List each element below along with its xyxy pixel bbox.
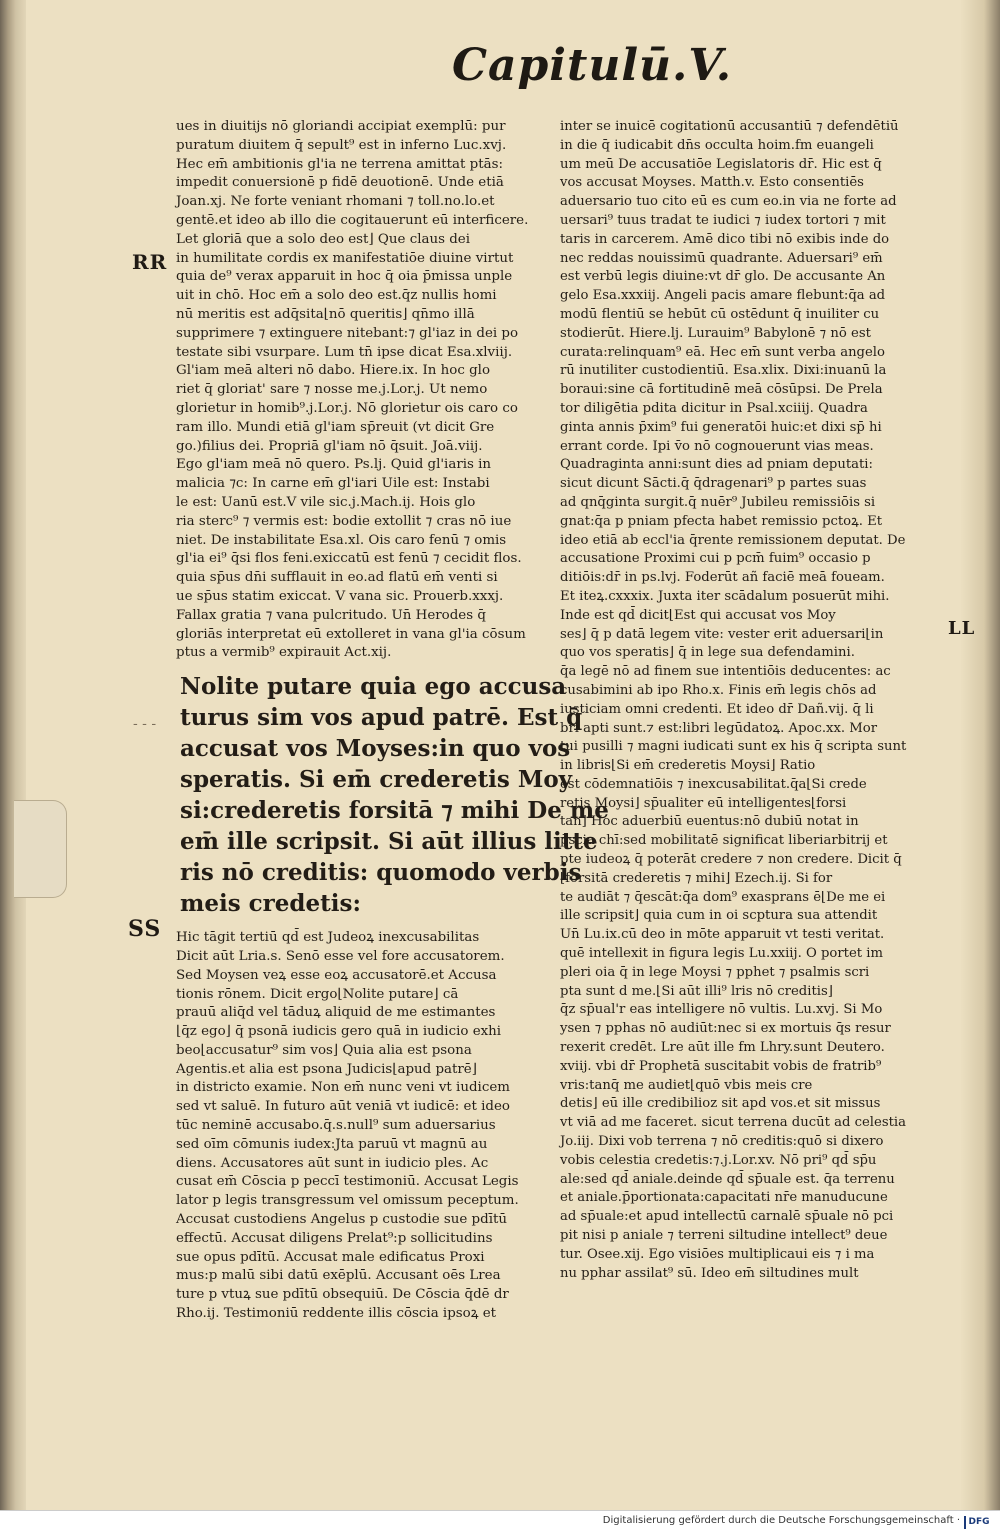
text-line: Let gloriā que a solo deo est⌋ Que claus dei (176, 231, 470, 247)
text-line: pleri oia q̄ in lege Moysi ⁊ pphet ⁊ psalmis scri (560, 964, 870, 980)
text-line: Et iteꝝ.cxxxix. Juxta iter scādalum posuerūt mihi. (560, 588, 890, 604)
text-line: ⌊q̄z ego⌋ q̄ psonā iudicis gero quā in iudicio exhi (176, 1024, 502, 1040)
text-line: tūc neminē accusabo.q̄.s.null⁹ sum aduersarius (176, 1118, 496, 1134)
text-line: quo vos speratis⌋ q̄ in lege sua defendamini. (560, 645, 855, 661)
left-commentary-top (176, 118, 538, 663)
lemma-line: accusat vos Moyses:in quo vos (180, 735, 571, 763)
text-line: bri apti sunt.⁊ est:libri legūdatoꝝ. Apoc.xx. Mor (560, 720, 878, 736)
text-line: tan⌋ Hoc aduerbiū euentus:nō dubiū notat in (560, 814, 859, 830)
text-line: ue sp̄us statim exiccat. V vana sic. Prouerb.xxxj. (176, 588, 504, 604)
text-line: prauū aliq̄d vel tāduꝝ aliquid de me estimantes (176, 1005, 496, 1021)
text-line: nū meritis est adq̄sita⌊nō queritis⌋ qn̄mo illā (176, 306, 475, 322)
text-line: mus:p malū sibi datū exēplū. Accusant oēs Lrea (176, 1268, 501, 1284)
text-line: malicia ⁊c: In carne em̄ gl'iari Uile est: Instabi (176, 476, 490, 492)
text-line: gloriās interpretat eū extolleret in vana gl'ia cōsum (176, 626, 526, 642)
text-line: Ego gl'iam meā nō quero. Ps.lj. Quid gl'iaris in (176, 457, 492, 473)
text-line: q̄a legē nō ad finem sue intentiōis deducentes: ac (560, 664, 891, 680)
gospel-lemma (180, 671, 609, 919)
lemma-line: Nolite putare quia ego accusa (180, 673, 567, 701)
text-line: niet. De instabilitate Esa.xl. Ois caro fenū ⁊ omis (176, 532, 507, 548)
text-line: ditiōis:dr̄ in ps.lvj. Foderūt añ faciē meā foueam. (560, 570, 885, 586)
text-line: aduersario tuo cito eū es cum eo.in via ne forte ad (560, 194, 897, 210)
dfg-logo: DFG (964, 1516, 992, 1529)
text-line: uersari⁹ tuus tradat te iudici ⁊ iudex tortori ⁊ mit (560, 212, 886, 228)
left-column (176, 118, 609, 1324)
text-line: inter se inuicē cogitationū accusantiū ⁊ defendētiū (560, 119, 899, 134)
text-line: cusabimini ab ipo Rho.x. Finis em̄ legis chōs ad (560, 682, 877, 698)
text-line: tionis rōnem. Dicit ergo⌊Nolite putare⌋ cā (176, 986, 459, 1002)
text-line: ram illo. Mundi etiā gl'iam sp̄reuit (vt dicit Gre (176, 419, 495, 435)
text-line: rexerit credēt. Lre aūt ille fm Lhry.sunt Deutero. (560, 1040, 885, 1056)
text-line: tui pusilli ⁊ magni iudicati sunt ex his q̄ scripta sunt (560, 739, 907, 755)
chapter-title: Capitulū.V. (452, 40, 733, 91)
text-line: Rho.ij. Testimoniū reddente illis cōscia ipsoꝝ et (176, 1306, 497, 1322)
text-line: Inde est qd̄ dicit⌊Est qui accusat vos Moy (560, 607, 836, 623)
funding-credit: Digitalisierung gefördert durch die Deutsche Forschungsgemeinschaft · (602, 1515, 960, 1526)
text-line: ale:sed qd̄ aniale.deinde qd̄ sp̄uale est. q̄a terrenu (560, 1171, 895, 1187)
text-line: lator p legis transgressum vel omissum peceptum. (176, 1193, 519, 1209)
text-line: ⌊forsitā crederetis ⁊ mihi⌋ Ezech.ij. Si for (560, 870, 833, 886)
text-line: in libris⌊Si em̄ crederetis Moysi⌋ Ratio (560, 758, 816, 774)
text-line: Accusat custodiens Angelus p custodie sue pdītū (176, 1212, 507, 1228)
page-tab-marker (14, 800, 67, 898)
text-line: detis⌋ eū ille credibilioz sit apd vos.et sit missus (560, 1096, 881, 1112)
text-line: in die q̄ iudicabit dn̄s occulta hoim.fm euangeli (560, 137, 874, 153)
text-line: go.)filius dei. Propriā gl'iam nō q̄suit. Joā.viij. (176, 438, 483, 454)
text-line: accusatione Proximi cui p pcm̄ fuim⁹ occasio p (560, 551, 871, 567)
text-line: et aniale.p̄portionata:capacitati nr̄e manuducune (560, 1190, 888, 1206)
text-line: testate sibi vsurpare. Lum tn̄ ipse dicat Esa.xlviij. (176, 344, 513, 360)
text-line: stodierūt. Hiere.lj. Lurauim⁹ Babylonē ⁊ nō est (560, 325, 871, 341)
text-line: Quadraginta anni:sunt dies ad pniam deputati: (560, 457, 873, 473)
text-line: p̄scia chī:sed mobilitatē significat liberiarbitrij et (560, 833, 888, 849)
lemma-line: si:crederetis forsitā ⁊ mihi De me (180, 797, 609, 825)
right-column (560, 118, 940, 1283)
text-line: cusat em̄ Cōscia p peccī testimoniū. Accusat Legis (176, 1174, 519, 1190)
text-line: nec reddas nouissimū quadrante. Aduersari⁹ em̄ (560, 250, 883, 266)
text-line: ad sp̄uale:et apud intellectū carnalē sp̄uale nō pci (560, 1209, 894, 1225)
text-line: Fallax gratia ⁊ vana pulcritudo. Un̄ Herodes q̄ (176, 607, 486, 623)
text-line: sed vt saluē. In futuro aūt veniā vt iudicē: et ideo (176, 1099, 510, 1115)
digitization-footer (0, 1510, 1000, 1535)
text-line: effectū. Accusat diligens Prelat⁹:p sollicitudins (176, 1230, 493, 1246)
marginal-letters-ss: SS (128, 916, 162, 942)
text-line: quia de⁹ verax apparuit in hoc q̄ oia p̄missa unple (176, 269, 513, 285)
text-line: beo⌊accusatur⁹ sim vos⌋ Quia alia est psona (176, 1042, 472, 1058)
text-line: rū inutiliter custodientiū. Esa.xlix. Dixi:inuanū la (560, 363, 887, 379)
text-line: xviij. vbi dr̄ Prophetā suscitabit vobis de fratrib⁹ (560, 1058, 882, 1074)
text-line: tur. Osee.xij. Ego visiōes multiplicaui eis ⁊ i ma (560, 1246, 875, 1262)
lemma-line: turus sim vos apud patrē. Est q̄ (180, 704, 583, 732)
text-line: est verbū legis diuine:vt dr̄ glo. De accusante An (560, 269, 886, 285)
page-edge-left (0, 0, 26, 1510)
text-line: vos accusat Moyses. Matth.v. Esto consentiēs (560, 175, 864, 191)
text-line: puratum diuitem q̄ sepult⁹ est in inferno Luc.xvj. (176, 137, 507, 153)
left-commentary-bottom (176, 929, 538, 1324)
text-line: Agentis.et alia est psona Judicis⌊apud patrē⌋ (176, 1061, 477, 1077)
text-line: ginta annis p̄xim⁹ fui generatōi huic:et dixi sp̄ hi (560, 419, 882, 435)
text-line: iusticiam omni credenti. Et ideo dr̄ Dañ.vij. q̄ li (560, 701, 874, 717)
text-line: pta sunt d me.⌊Si aūt illi⁹ lris nō creditis⌋ (560, 983, 833, 999)
text-line: pte iudeoꝝ q̄ poterāt credere ⁊ non credere. Dicit q̄ (560, 852, 902, 868)
text-line: ria sterc⁹ ⁊ vermis est: bodie extollit ⁊ cras nō iue (176, 513, 512, 529)
text-line: sed oīm cōmunis iudex:Jta paruū vt magnū au (176, 1136, 488, 1152)
text-line: riet q̄ gloriat' sare ⁊ nosse me.j.Lor.j. Ut nemo (176, 382, 488, 398)
lemma-line: em̄ ille scripsit. Si aūt illius litte (180, 828, 598, 856)
text-line: quē intellexit in figura legis Lu.xxiij. O portet im (560, 946, 883, 962)
lemma-line: ris nō creditis: quomodo verbis (180, 859, 582, 887)
text-line: vris:tanq̄ me audiet⌊quō vbis meis cre (560, 1077, 813, 1093)
text-line: ses⌋ q̄ p datā legem vite: vester erit aduersari⌊in (560, 626, 884, 642)
text-line: errant corde. Ipi v̄o nō cognouerunt vias meas. (560, 438, 874, 454)
text-line: Gl'iam meā alteri nō dabo. Hiere.ix. In hoc glo (176, 363, 491, 379)
text-line: tor diligētia pdita dicitur in Psal.xciiij. Quadra (560, 400, 868, 416)
text-line: Joan.xj. Ne forte veniant rhomani ⁊ toll.no.lo.et (176, 194, 495, 210)
text-line: boraui:sine cā fortitudinē meā cōsūpsi. De Prela (560, 382, 883, 398)
text-line: curata:relinquam⁹ eā. Hec em̄ sunt verba angelo (560, 344, 885, 360)
text-line: te audiāt ⁊ q̄escāt:q̄a dom⁹ exasprans ē⌊De me ei (560, 889, 886, 905)
text-line: Sed Moysen veꝝ esse eoꝝ accusatorē.et Accusa (176, 967, 497, 983)
text-line: supprimere ⁊ extinguere nitebant:⁊ gl'iaz in dei po (176, 325, 519, 341)
text-line: glorietur in homib⁹.j.Lor.j. Nō glorietur ois caro co (176, 400, 518, 416)
text-line: uit in chō. Hoc em̄ a solo deo est.q̄z nullis homi (176, 288, 497, 304)
text-line: in districto examie. Non em̄ nunc veni vt iudicem (176, 1080, 510, 1096)
text-line: Jo.iij. Dixi vob terrena ⁊ nō creditis:quō si dixero (560, 1134, 884, 1150)
right-commentary (560, 118, 940, 1283)
lemma-line: speratis. Si em̄ crederetis Moy (180, 766, 573, 794)
text-line: gentē.et ideo ab illo die cogitauerunt eū interficere. (176, 212, 529, 228)
text-line: ille scripsit⌋ quia cum in oi scptura sua attendit (560, 908, 878, 924)
text-line: ture p vtuꝝ sue pdītū obsequiū. De Cōscia q̄dē dr (176, 1287, 509, 1303)
text-line: sue opus pdītū. Accusat male edificatus Proxi (176, 1249, 485, 1265)
text-line: Dicit aūt Lria.s. Senō esse vel fore accusatorem. (176, 948, 505, 964)
text-line: gl'ia ei⁹ q̄si flos feni.exiccatū est fenū ⁊ cecidit flos. (176, 551, 522, 567)
text-line: ideo etiā ab eccl'ia q̄rente remissionem deputat. De (560, 532, 906, 548)
text-line: impedit conuersionē p fidē deuotionē. Unde etiā (176, 175, 504, 191)
page-edge-right (960, 0, 1000, 1510)
text-line: nu pphar assilat⁹ sū. Ideo em̄ siltudines mult (560, 1265, 859, 1281)
text-line: est cōdemnatiōis ⁊ inexcusabilitat.q̄a⌊Si crede (560, 776, 867, 792)
text-line: um meū De accusatiōe Legislatoris dr̄. Hic est q̄ (560, 156, 882, 172)
text-line: le est: Uanū est.V vile sic.j.Mach.ij. Hois glo (176, 494, 476, 510)
text-line: sicut dicunt Sācti.q̄ q̄dragenari⁹ p partes suas (560, 476, 867, 492)
text-line: vt viā ad me faceret. sicut terrena ducūt ad celestia (560, 1115, 906, 1131)
text-line: quia sp̄us dn̄i sufflauit in eo.ad flatū em̄ venti si (176, 570, 498, 586)
marginal-letters-ll: LL (948, 618, 976, 639)
text-line: taris in carcerem. Amē dico tibi nō exibis inde do (560, 231, 890, 247)
text-line: modū flentiū se hebūt cū ostēdunt q̄ inuiliter cu (560, 306, 880, 322)
text-line: diens. Accusatores aūt sunt in iudicio ples. Ac (176, 1155, 489, 1171)
marginal-letters-rr: RR (132, 250, 168, 274)
text-line: ues in diuitijs nō gloriandi accipiat exemplū: pur (176, 119, 506, 134)
marginal-dash-mark: - - - (133, 716, 157, 732)
text-line: ysen ⁊ pphas nō audiūt:nec si ex mortuis q̄s resur (560, 1021, 891, 1037)
text-line: retis Moysi⌋ sp̄ualiter eū intelligentes⌊forsi (560, 795, 847, 811)
text-line: ad qnq̄ginta surgit.q̄ nuēr⁹ Jubileu remissiōis si (560, 494, 876, 510)
text-line: gnat:q̄a p pniam pfecta habet remissio pctoꝝ. Et (560, 513, 883, 529)
text-line: Hic tāgit tertiū qd̄ est Judeoꝝ inexcusabilitas (176, 930, 480, 946)
text-line: Hec em̄ ambitionis gl'ia ne terrena amittat ptās: (176, 156, 503, 172)
text-line: vobis celestia credetis:⁊.j.Lor.xv. Nō pri⁹ qd̄ sp̄u (560, 1152, 877, 1168)
text-line: pit nisi p aniale ⁊ terreni siltudine intellect⁹ deue (560, 1228, 888, 1244)
text-line: ptus a vermib⁹ expirauit Act.xij. (176, 645, 392, 661)
text-line: Un̄ Lu.ix.cū deo in mōte apparuit vt testi veritat. (560, 927, 885, 943)
text-line: in humilitate cordis ex manifestatiōe diuine virtut (176, 250, 514, 266)
text-line: gelo Esa.xxxiij. Angeli pacis amare flebunt:q̄a ad (560, 288, 886, 304)
text-line: q̄z sp̄ual'r eas intelligere nō vultis. Lu.xvj. Si Mo (560, 1002, 883, 1018)
lemma-line: meis credetis: (180, 890, 361, 918)
